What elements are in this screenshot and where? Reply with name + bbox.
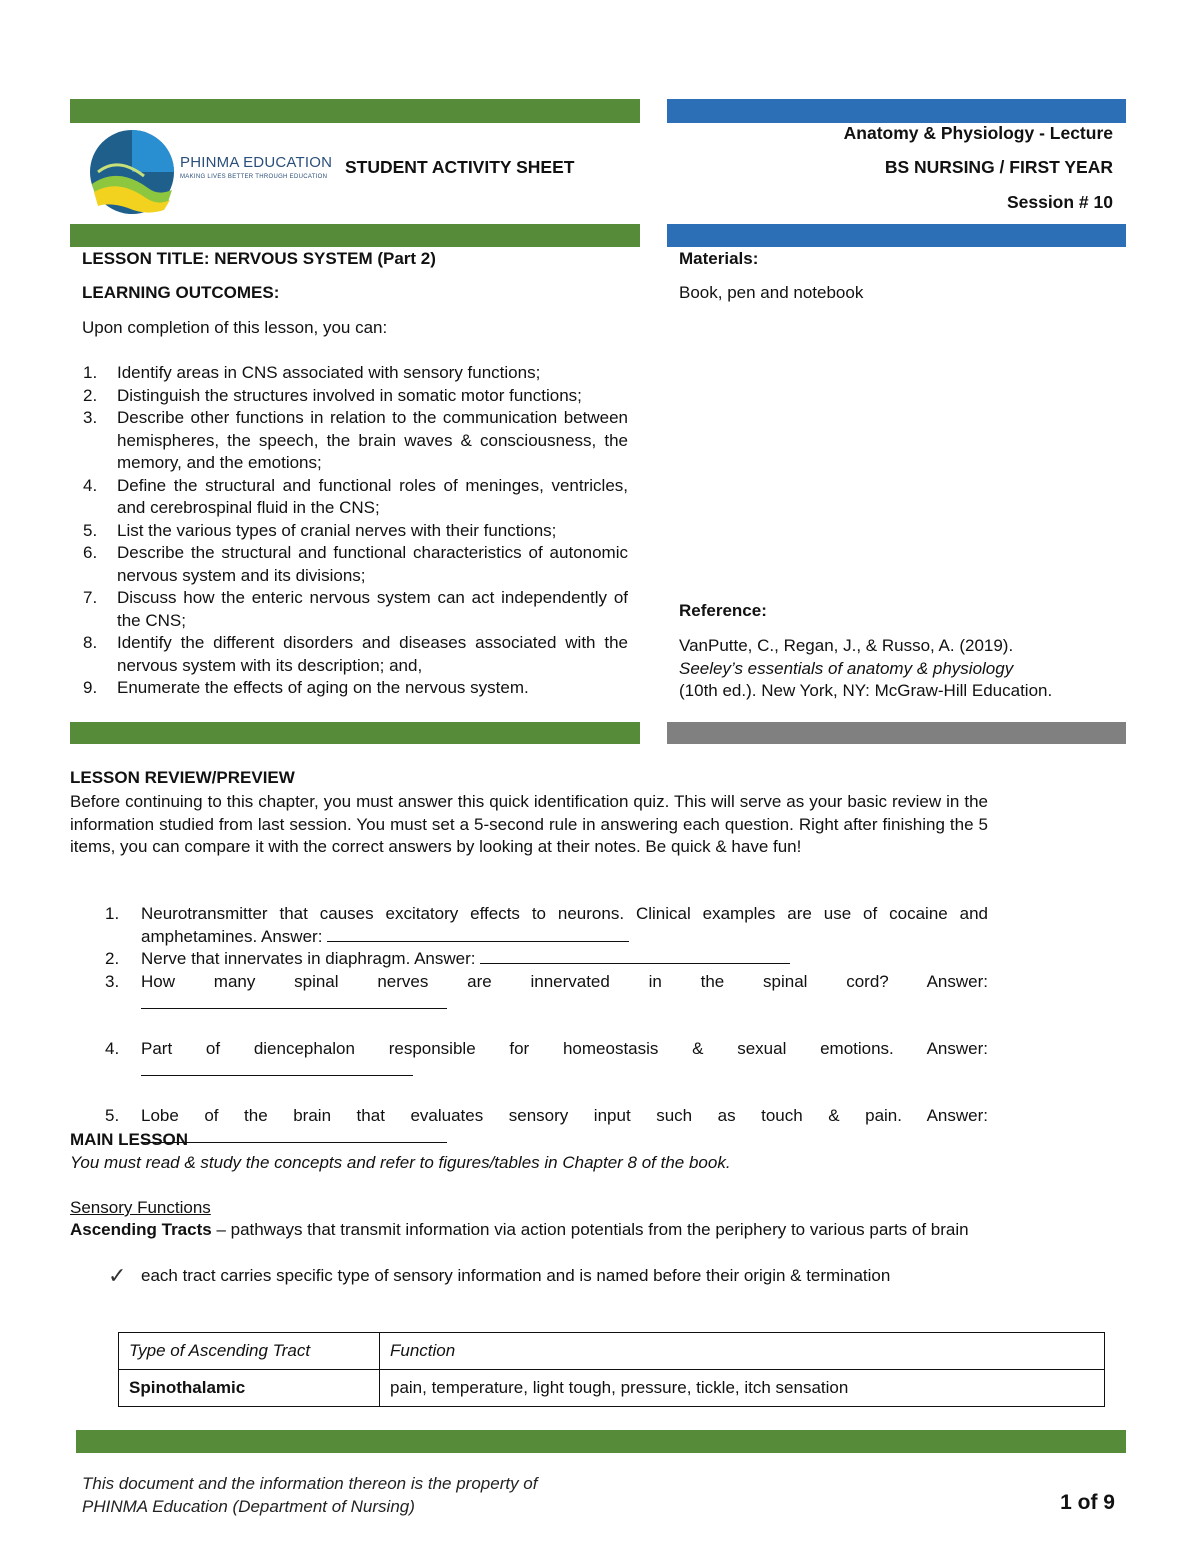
- list-item: 7. Discuss how the enteric nervous system can act independently of the CNS;: [83, 588, 628, 630]
- section-bar-left: [70, 224, 640, 247]
- outcomes-intro: Upon completion of this lesson, you can:: [82, 318, 388, 337]
- list-item: 5. List the various types of cranial nerves with their functions;: [83, 520, 557, 540]
- sheet-title: STUDENT ACTIVITY SHEET: [345, 157, 575, 177]
- program-year: BS NURSING / FIRST YEAR: [884, 157, 1113, 177]
- list-item: 1. Neurotransmitter that causes excitatory effects to neurons. Clinical examples are use of cocaine and amphetamines. Answer:: [105, 904, 988, 946]
- check-mark-icon: ✓: [108, 1263, 127, 1288]
- lesson-title: LESSON TITLE: NERVOUS SYSTEM (Part 2): [82, 249, 436, 268]
- logo-tagline: MAKING LIVES BETTER THROUGH EDUCATION: [180, 174, 328, 180]
- list-item: 5. Lobe of the brain that evaluates sensory input such as touch & pain. Answer:: [70, 1105, 988, 1150]
- answer-blank[interactable]: [327, 926, 629, 942]
- page-number: 1 of 9: [1060, 1491, 1115, 1514]
- table-header-cell: Function: [380, 1333, 1105, 1370]
- main-lesson-heading: MAIN LESSON: [70, 1130, 189, 1149]
- list-item: 3. Describe other functions in relation to the communication between hemispheres, the speech, the brain waves & consciousness, the memory, and the emotions;: [83, 408, 628, 472]
- list-item: 4. Part of diencephalon responsible for homeostasis & sexual emotions. Answer:: [70, 1038, 988, 1083]
- list-item: 8. Identify the different disorders and diseases associated with the nervous system with its description; and,: [83, 633, 628, 675]
- course-title: Anatomy & Physiology - Lecture: [843, 123, 1113, 143]
- session-number: Session # 10: [1006, 192, 1113, 212]
- phinma-logo: [88, 126, 338, 218]
- list-item: 1. Identify areas in CNS associated with sensory functions;: [83, 363, 541, 382]
- section-end-bar-right: [667, 722, 1126, 744]
- logo-name: PHINMA EDUCATION: [180, 154, 333, 171]
- table-header-row: [119, 1333, 1105, 1370]
- section-end-bar-left: [70, 722, 640, 744]
- header-bar-right: [667, 99, 1126, 123]
- list-item: 2. Distinguish the structures involved in somatic motor functions;: [83, 385, 582, 405]
- table-cell: Spinothalamic: [119, 1370, 380, 1407]
- tract-bullet-text: each tract carries specific type of sensory information and is named before their origin & termination: [141, 1266, 891, 1285]
- list-item: 4. Define the structural and functional roles of meninges, ventricles, and cerebrospinal fluid in the CNS;: [83, 475, 628, 517]
- list-item: 6. Describe the structural and functional characteristics of autonomic nervous system and its divisions;: [83, 543, 628, 585]
- materials-text: Book, pen and notebook: [679, 283, 864, 302]
- quiz-list: [70, 903, 988, 1150]
- materials-heading: Materials:: [679, 249, 759, 268]
- logo-emblem-icon: [88, 126, 174, 218]
- answer-blank[interactable]: [141, 1060, 413, 1076]
- table-header-cell: Type of Ascending Tract: [119, 1333, 380, 1370]
- list-item: 2. Nerve that innervates in diaphragm. Answer:: [70, 948, 988, 971]
- header-bar-left: [70, 99, 640, 123]
- section-bar-right: [667, 224, 1126, 247]
- table-row: [119, 1370, 1105, 1407]
- sensory-functions-subheading: Sensory Functions: [70, 1198, 211, 1217]
- footer-notice: This document and the information thereon is the property of PHINMA Education (Department of Nursing): [82, 1474, 538, 1516]
- reference-heading: Reference:: [679, 601, 767, 620]
- list-item: 9. Enumerate the effects of aging on the nervous system.: [83, 678, 529, 697]
- list-item: 3. How many spinal nerves are innervated in the spinal cord? Answer:: [70, 971, 988, 1016]
- ascending-tract-table: [118, 1332, 1105, 1407]
- review-text: Before continuing to this chapter, you must answer this quick identification quiz. This will serve as your basic review in the information studied from last session. You must set a 5-second rule in answering each question. Right after finishing the 5 items, you can compare it with the correct answers by looking at their notes. Be quick & have fun!: [70, 792, 988, 856]
- answer-blank[interactable]: [480, 948, 790, 964]
- ascending-tracts-definition: Ascending Tracts – pathways that transmit information via action potentials from the periphery to various parts of brain: [70, 1220, 969, 1239]
- review-heading: LESSON REVIEW/PREVIEW: [70, 768, 295, 787]
- outcomes-list: [71, 362, 628, 700]
- footer-bar: [76, 1430, 1126, 1453]
- reference-citation: VanPutte, C., Regan, J., & Russo, A. (2019). Seeley’s essentials of anatomy & physiology (10th ed.). New York, NY: McGraw-Hill Education.: [679, 636, 1053, 700]
- answer-blank[interactable]: [141, 993, 447, 1009]
- outcomes-heading: LEARNING OUTCOMES:: [82, 283, 280, 302]
- table-cell: pain, temperature, light tough, pressure, tickle, itch sensation: [380, 1370, 1105, 1407]
- main-lesson-instruction: You must read & study the concepts and refer to figures/tables in Chapter 8 of the book.: [70, 1153, 731, 1172]
